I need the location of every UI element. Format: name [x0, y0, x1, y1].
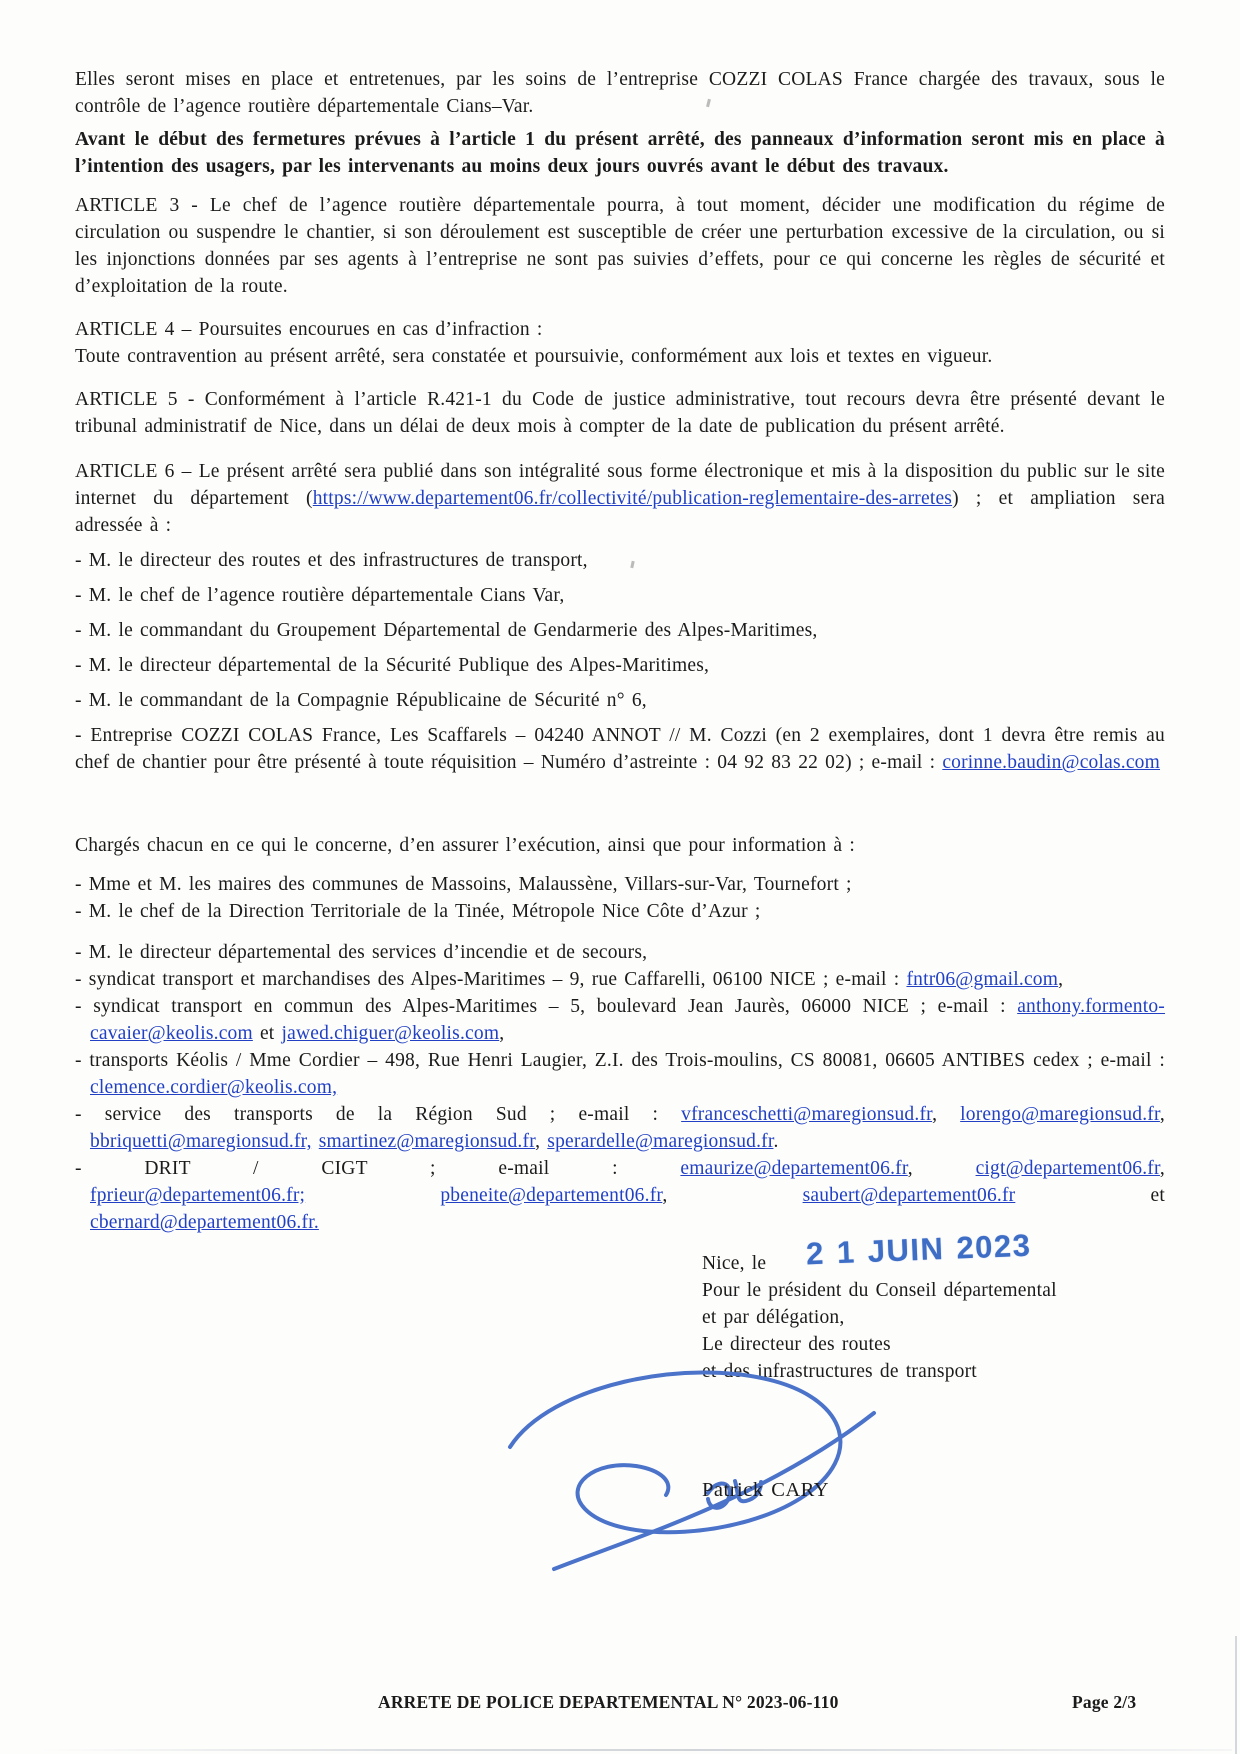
- hyperlink[interactable]: cigt@departement06.fr: [975, 1158, 1160, 1179]
- hyperlink[interactable]: pbeneite@departement06.fr: [440, 1185, 663, 1206]
- text-segment: ,: [535, 1131, 548, 1152]
- article-4-body: Toute contravention au présent arrêté, sera constatée et poursuivie, conformément aux lois et textes en vigueur.: [75, 346, 993, 367]
- place-label: Nice, le: [702, 1253, 767, 1274]
- signature-area: [702, 1385, 1165, 1560]
- text-segment: ) ; et ampliation sera adressée à :: [75, 488, 1165, 536]
- ampliation-list: [75, 547, 1165, 776]
- hyperlink[interactable]: corinne.baudin@colas.com: [942, 752, 1161, 773]
- text-segment: ,: [907, 1158, 976, 1179]
- place-date-line: [702, 1227, 1165, 1277]
- hyperlink[interactable]: fprieur@departement06.fr;: [90, 1185, 306, 1206]
- info-item-tinee: - M. le chef de la Direction Territoriale de la Tinée, Métropole Nice Côte d’Azur ;: [75, 901, 761, 922]
- hyperlink[interactable]: anthony.formento-cavaier@keolis.com: [90, 996, 1165, 1044]
- notice-paragraph: Avant le début des fermetures prévues à l’article 1 du présent arrêté, des panneaux d’information seront mis en place à l’intention des usagers, par les intervenants au moins deux jours ouvrés avant le début des travaux.: [75, 129, 1165, 177]
- footer-page-number: Page 2/3: [1072, 1692, 1137, 1712]
- article-5-paragraph: ARTICLE 5 - Conformément à l’article R.421-1 du Code de justice administrative, tout recours devra être présenté devant le tribunal administratif de Nice, dans un délai de deux mois à compter de la date de publication du présent arrêté.: [75, 389, 1165, 437]
- ampliation-item-gendarmerie: - M. le commandant du Groupement Départemental de Gendarmerie des Alpes-Maritimes,: [75, 620, 818, 641]
- article-4-block: [75, 316, 1165, 370]
- text-segment: ,: [932, 1104, 961, 1125]
- hyperlink[interactable]: lorengo@maregionsud.fr: [960, 1104, 1160, 1125]
- hyperlink[interactable]: saubert@departement06.fr: [802, 1185, 1016, 1206]
- text-segment: - DRIT / CIGT ; e-mail :: [75, 1158, 681, 1179]
- delegation-line-3: Le directeur des routes: [702, 1334, 891, 1355]
- ampliation-item-entreprise: [75, 722, 1165, 776]
- info-item-keolis: [75, 1047, 1165, 1101]
- hyperlink[interactable]: emaurize@departement06.fr: [680, 1158, 908, 1179]
- ampliation-item-chef-agence: - M. le chef de l’agence routière départementale Cians Var,: [75, 585, 565, 606]
- text-segment: ,: [1058, 969, 1064, 990]
- date-stamp: 2 1 JUIN 2023: [805, 1227, 1033, 1272]
- hyperlink[interactable]: fntr06@gmail.com: [906, 969, 1059, 990]
- text-segment: et: [252, 1023, 282, 1044]
- text-segment: ,: [1159, 1104, 1165, 1125]
- article-3-paragraph: ARTICLE 3 - Le chef de l’agence routière départementale pourra, à tout moment, décider une modification du régime de circulation ou suspendre le chantier, si son déroulement est susceptible de créer une perturbation excessive de la circulation, ou si les injonctions données par ses agents à l’entreprise ne sont pas suivies d’effets, pour ce qui concerne les règles de sécurité et d’exploitation de la route.: [75, 195, 1165, 297]
- delegation-line-2: et par délégation,: [702, 1307, 845, 1328]
- info-item-syndicat-commun: [75, 993, 1165, 1047]
- intro-paragraph: Elles seront mises en place et entretenues, par les soins de l’entreprise COZZI COLAS France chargée des travaux, sous le contrôle de l’agence routière départementale Cians–Var.: [75, 69, 1165, 117]
- ampliation-item-directeur-routes: - M. le directeur des routes et des infrastructures de transport,: [75, 550, 588, 571]
- text-segment: .: [773, 1131, 779, 1152]
- ampliation-item-securite-publique: - M. le directeur départemental de la Sécurité Publique des Alpes-Maritimes,: [75, 655, 710, 676]
- hyperlink[interactable]: https://www.departement06.fr/collectivité/publication-reglementaire-des-arretes: [312, 488, 953, 509]
- hyperlink[interactable]: cbernard@departement06.fr.: [90, 1212, 319, 1233]
- text-segment: - service des transports de la Région Sud ; e-mail :: [75, 1104, 682, 1125]
- ampliation-item-crs: - M. le commandant de la Compagnie Républicaine de Sécurité n° 6,: [75, 690, 647, 711]
- drit-line-1: [75, 1155, 1165, 1182]
- text-segment: ,: [662, 1185, 803, 1206]
- article-6-paragraph: [75, 458, 1165, 539]
- signature-scribble-icon: [502, 1347, 912, 1577]
- information-list: [75, 871, 1165, 1236]
- text-segment: [305, 1185, 440, 1206]
- signatory-name: Patrick CARY: [702, 1479, 830, 1501]
- text-segment: ARTICLE 6 – Le présent arrêté sera publié dans son intégralité sous forme électronique et mis à la disposition du public sur le site internet du département (: [75, 461, 1165, 509]
- info-item-syndicat-marchandises: [75, 966, 1165, 993]
- delegation-line-4: et des infrastructures de transport: [702, 1361, 977, 1382]
- text-segment: - syndicat transport et marchandises des Alpes-Maritimes – 9, rue Caffarelli, 06100 NICE ; e-mail :: [75, 969, 907, 990]
- text-segment: - Entreprise COZZI COLAS France, Les Scaffarels – 04240 ANNOT // M. Cozzi (en 2 exemplaires, dont 1 devra être remis au chef de chantier pour être présenté à toute réquisition – Numéro d’astreinte : 04 92 83 22 02) ; e-mail :: [75, 725, 1165, 773]
- info-item-maires: - Mme et M. les maires des communes de Massoins, Malaussène, Villars-sur-Var, Tournefort ;: [75, 874, 852, 895]
- hyperlink[interactable]: jawed.chiguer@keolis.com: [281, 1023, 500, 1044]
- text-segment: [312, 1131, 319, 1152]
- footer-reference: ARRETE DE POLICE DEPARTEMENTAL N° 2023-06-110: [378, 1692, 839, 1712]
- scan-edge-artifact: [40, 1749, 1232, 1751]
- text-segment: et: [1015, 1185, 1165, 1206]
- hyperlink[interactable]: vfranceschetti@maregionsud.fr: [681, 1104, 933, 1125]
- drit-line-2: [75, 1182, 1165, 1209]
- info-item-region-sud: [75, 1101, 1165, 1155]
- hyperlink[interactable]: clemence.cordier@keolis.com,: [90, 1077, 338, 1098]
- charges-intro: Chargés chacun en ce qui le concerne, d’en assurer l’exécution, ainsi que pour information à :: [75, 835, 855, 856]
- text-segment: ,: [499, 1023, 505, 1044]
- text-segment: ,: [1159, 1158, 1165, 1179]
- text-segment: - syndicat transport en commun des Alpes-Maritimes – 5, boulevard Jean Jaurès, 06000 NICE ; e-mail :: [75, 996, 1018, 1017]
- hyperlink[interactable]: smartinez@maregionsud.fr: [318, 1131, 536, 1152]
- signature-block: [702, 1227, 1165, 1560]
- article-4-heading: ARTICLE 4 – Poursuites encourues en cas d’infraction :: [75, 319, 543, 340]
- hyperlink[interactable]: bbriquetti@maregionsud.fr,: [90, 1131, 312, 1152]
- document-body: [75, 66, 1165, 1560]
- info-item-incendie: - M. le directeur départemental des services d’incendie et de secours,: [75, 942, 648, 963]
- scan-edge-artifact: [1235, 1636, 1237, 1754]
- hyperlink[interactable]: sperardelle@maregionsud.fr: [547, 1131, 774, 1152]
- text-segment: - transports Kéolis / Mme Cordier – 498, Rue Henri Laugier, Z.I. des Trois-moulins, CS 80081, 06605 ANTIBES cedex ; e-mail :: [75, 1050, 1165, 1071]
- delegation-line-1: Pour le président du Conseil départemental: [702, 1280, 1057, 1301]
- info-item-drit: [75, 1155, 1165, 1236]
